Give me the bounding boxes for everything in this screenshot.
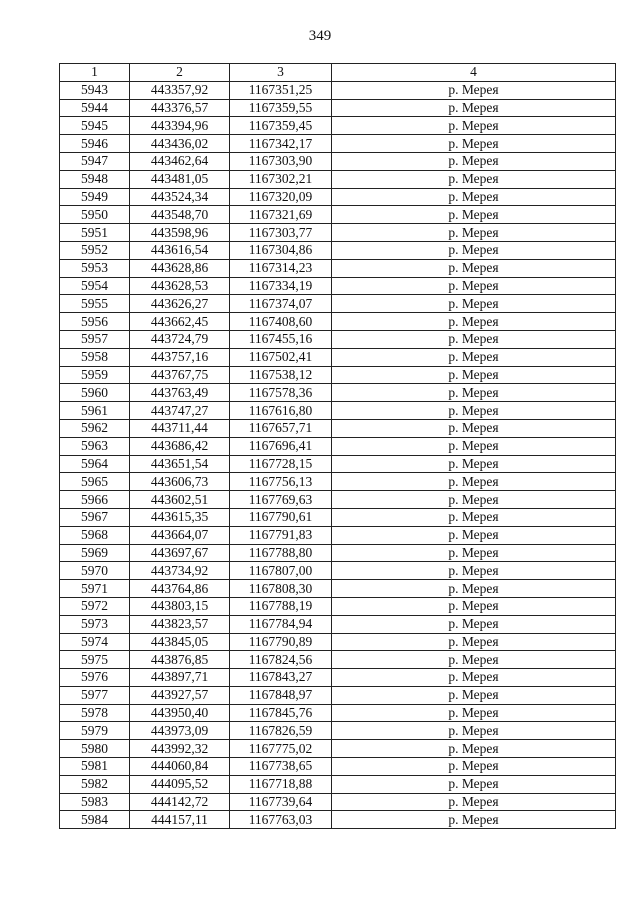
description-cell: р. Мерея — [332, 152, 616, 170]
x-coordinate-cell: 443664,07 — [130, 526, 230, 544]
table-row — [60, 135, 616, 153]
point-number-cell: 5958 — [60, 348, 130, 366]
description-cell: р. Мерея — [332, 419, 616, 437]
point-number-cell: 5972 — [60, 597, 130, 615]
table-row — [60, 562, 616, 580]
x-coordinate-cell: 443628,53 — [130, 277, 230, 295]
y-coordinate-cell: 1167775,02 — [230, 740, 332, 758]
y-coordinate-cell: 1167790,89 — [230, 633, 332, 651]
point-number-cell: 5961 — [60, 402, 130, 420]
description-cell: р. Мерея — [332, 633, 616, 651]
y-coordinate-cell: 1167320,09 — [230, 188, 332, 206]
point-number-cell: 5964 — [60, 455, 130, 473]
table-row — [60, 615, 616, 633]
point-number-cell: 5981 — [60, 758, 130, 776]
point-number-cell: 5983 — [60, 793, 130, 811]
table-row — [60, 651, 616, 669]
x-coordinate-cell: 443876,85 — [130, 651, 230, 669]
table-row — [60, 384, 616, 402]
table-row — [60, 597, 616, 615]
x-coordinate-cell: 443763,49 — [130, 384, 230, 402]
description-cell: р. Мерея — [332, 793, 616, 811]
description-cell: р. Мерея — [332, 686, 616, 704]
point-number-cell: 5946 — [60, 135, 130, 153]
description-cell: р. Мерея — [332, 206, 616, 224]
coordinates-table — [59, 63, 616, 829]
x-coordinate-cell: 443897,71 — [130, 669, 230, 687]
table-row — [60, 419, 616, 437]
table-row — [60, 241, 616, 259]
x-coordinate-cell: 444060,84 — [130, 758, 230, 776]
x-coordinate-cell: 443615,35 — [130, 508, 230, 526]
x-coordinate-cell: 443767,75 — [130, 366, 230, 384]
x-coordinate-cell: 443357,92 — [130, 81, 230, 99]
point-number-cell: 5976 — [60, 669, 130, 687]
description-cell: р. Мерея — [332, 277, 616, 295]
y-coordinate-cell: 1167314,23 — [230, 259, 332, 277]
y-coordinate-cell: 1167374,07 — [230, 295, 332, 313]
table-row — [60, 580, 616, 598]
y-coordinate-cell: 1167538,12 — [230, 366, 332, 384]
description-cell: р. Мерея — [332, 455, 616, 473]
table-row — [60, 473, 616, 491]
table-body — [60, 81, 616, 828]
table-row — [60, 686, 616, 704]
description-cell: р. Мерея — [332, 402, 616, 420]
y-coordinate-cell: 1167763,03 — [230, 811, 332, 829]
table-row — [60, 277, 616, 295]
point-number-cell: 5951 — [60, 224, 130, 242]
x-coordinate-cell: 444157,11 — [130, 811, 230, 829]
table-header-row — [60, 64, 616, 82]
y-coordinate-cell: 1167302,21 — [230, 170, 332, 188]
table-row — [60, 348, 616, 366]
y-coordinate-cell: 1167824,56 — [230, 651, 332, 669]
point-number-cell: 5960 — [60, 384, 130, 402]
table-row — [60, 704, 616, 722]
point-number-cell: 5950 — [60, 206, 130, 224]
table-row — [60, 758, 616, 776]
table-row — [60, 206, 616, 224]
y-coordinate-cell: 1167788,19 — [230, 597, 332, 615]
description-cell: р. Мерея — [332, 224, 616, 242]
y-coordinate-cell: 1167408,60 — [230, 313, 332, 331]
x-coordinate-cell: 443548,70 — [130, 206, 230, 224]
description-cell: р. Мерея — [332, 544, 616, 562]
column-header-1: 1 — [60, 64, 130, 82]
description-cell: р. Мерея — [332, 704, 616, 722]
y-coordinate-cell: 1167784,94 — [230, 615, 332, 633]
point-number-cell: 5945 — [60, 117, 130, 135]
point-number-cell: 5947 — [60, 152, 130, 170]
y-coordinate-cell: 1167578,36 — [230, 384, 332, 402]
y-coordinate-cell: 1167845,76 — [230, 704, 332, 722]
x-coordinate-cell: 443845,05 — [130, 633, 230, 651]
description-cell: р. Мерея — [332, 491, 616, 509]
x-coordinate-cell: 443626,27 — [130, 295, 230, 313]
description-cell: р. Мерея — [332, 562, 616, 580]
description-cell: р. Мерея — [332, 99, 616, 117]
description-cell: р. Мерея — [332, 722, 616, 740]
table-row — [60, 330, 616, 348]
description-cell: р. Мерея — [332, 740, 616, 758]
y-coordinate-cell: 1167455,16 — [230, 330, 332, 348]
y-coordinate-cell: 1167807,00 — [230, 562, 332, 580]
x-coordinate-cell: 443376,57 — [130, 99, 230, 117]
x-coordinate-cell: 443524,34 — [130, 188, 230, 206]
y-coordinate-cell: 1167848,97 — [230, 686, 332, 704]
point-number-cell: 5968 — [60, 526, 130, 544]
x-coordinate-cell: 443481,05 — [130, 170, 230, 188]
point-number-cell: 5962 — [60, 419, 130, 437]
description-cell: р. Мерея — [332, 170, 616, 188]
description-cell: р. Мерея — [332, 366, 616, 384]
x-coordinate-cell: 443823,57 — [130, 615, 230, 633]
table-row — [60, 455, 616, 473]
point-number-cell: 5966 — [60, 491, 130, 509]
table-row — [60, 188, 616, 206]
y-coordinate-cell: 1167756,13 — [230, 473, 332, 491]
description-cell: р. Мерея — [332, 508, 616, 526]
y-coordinate-cell: 1167790,61 — [230, 508, 332, 526]
point-number-cell: 5971 — [60, 580, 130, 598]
point-number-cell: 5956 — [60, 313, 130, 331]
point-number-cell: 5959 — [60, 366, 130, 384]
description-cell: р. Мерея — [332, 313, 616, 331]
x-coordinate-cell: 443724,79 — [130, 330, 230, 348]
table-row — [60, 437, 616, 455]
x-coordinate-cell: 443462,64 — [130, 152, 230, 170]
table-row — [60, 740, 616, 758]
description-cell: р. Мерея — [332, 259, 616, 277]
description-cell: р. Мерея — [332, 384, 616, 402]
table-row — [60, 99, 616, 117]
y-coordinate-cell: 1167738,65 — [230, 758, 332, 776]
description-cell: р. Мерея — [332, 811, 616, 829]
x-coordinate-cell: 443686,42 — [130, 437, 230, 455]
table-row — [60, 224, 616, 242]
y-coordinate-cell: 1167351,25 — [230, 81, 332, 99]
description-cell: р. Мерея — [332, 135, 616, 153]
y-coordinate-cell: 1167342,17 — [230, 135, 332, 153]
x-coordinate-cell: 443616,54 — [130, 241, 230, 259]
point-number-cell: 5948 — [60, 170, 130, 188]
y-coordinate-cell: 1167808,30 — [230, 580, 332, 598]
description-cell: р. Мерея — [332, 775, 616, 793]
x-coordinate-cell: 443662,45 — [130, 313, 230, 331]
x-coordinate-cell: 444095,52 — [130, 775, 230, 793]
description-cell: р. Мерея — [332, 330, 616, 348]
x-coordinate-cell: 443950,40 — [130, 704, 230, 722]
point-number-cell: 5952 — [60, 241, 130, 259]
point-number-cell: 5954 — [60, 277, 130, 295]
y-coordinate-cell: 1167303,90 — [230, 152, 332, 170]
table-row — [60, 793, 616, 811]
table-row — [60, 633, 616, 651]
description-cell: р. Мерея — [332, 615, 616, 633]
table-row — [60, 491, 616, 509]
table-row — [60, 313, 616, 331]
x-coordinate-cell: 443602,51 — [130, 491, 230, 509]
point-number-cell: 5963 — [60, 437, 130, 455]
point-number-cell: 5975 — [60, 651, 130, 669]
y-coordinate-cell: 1167616,80 — [230, 402, 332, 420]
point-number-cell: 5944 — [60, 99, 130, 117]
table-row — [60, 402, 616, 420]
table-row — [60, 259, 616, 277]
point-number-cell: 5979 — [60, 722, 130, 740]
point-number-cell: 5980 — [60, 740, 130, 758]
y-coordinate-cell: 1167657,71 — [230, 419, 332, 437]
table-row — [60, 526, 616, 544]
x-coordinate-cell: 443764,86 — [130, 580, 230, 598]
table-row — [60, 508, 616, 526]
point-number-cell: 5953 — [60, 259, 130, 277]
description-cell: р. Мерея — [332, 473, 616, 491]
y-coordinate-cell: 1167788,80 — [230, 544, 332, 562]
description-cell: р. Мерея — [332, 669, 616, 687]
x-coordinate-cell: 443803,15 — [130, 597, 230, 615]
description-cell: р. Мерея — [332, 580, 616, 598]
y-coordinate-cell: 1167843,27 — [230, 669, 332, 687]
x-coordinate-cell: 443973,09 — [130, 722, 230, 740]
column-header-4: 4 — [332, 64, 616, 82]
description-cell: р. Мерея — [332, 188, 616, 206]
table-row — [60, 117, 616, 135]
description-cell: р. Мерея — [332, 117, 616, 135]
point-number-cell: 5957 — [60, 330, 130, 348]
y-coordinate-cell: 1167826,59 — [230, 722, 332, 740]
x-coordinate-cell: 443711,44 — [130, 419, 230, 437]
x-coordinate-cell: 443992,32 — [130, 740, 230, 758]
description-cell: р. Мерея — [332, 651, 616, 669]
x-coordinate-cell: 443757,16 — [130, 348, 230, 366]
table-row — [60, 775, 616, 793]
y-coordinate-cell: 1167502,41 — [230, 348, 332, 366]
table-row — [60, 722, 616, 740]
y-coordinate-cell: 1167791,83 — [230, 526, 332, 544]
y-coordinate-cell: 1167769,63 — [230, 491, 332, 509]
x-coordinate-cell: 443606,73 — [130, 473, 230, 491]
point-number-cell: 5969 — [60, 544, 130, 562]
x-coordinate-cell: 444142,72 — [130, 793, 230, 811]
y-coordinate-cell: 1167303,77 — [230, 224, 332, 242]
description-cell: р. Мерея — [332, 526, 616, 544]
point-number-cell: 5967 — [60, 508, 130, 526]
point-number-cell: 5949 — [60, 188, 130, 206]
y-coordinate-cell: 1167739,64 — [230, 793, 332, 811]
y-coordinate-cell: 1167304,86 — [230, 241, 332, 259]
point-number-cell: 5984 — [60, 811, 130, 829]
point-number-cell: 5982 — [60, 775, 130, 793]
table-row — [60, 811, 616, 829]
point-number-cell: 5974 — [60, 633, 130, 651]
point-number-cell: 5973 — [60, 615, 130, 633]
table-row — [60, 366, 616, 384]
y-coordinate-cell: 1167359,45 — [230, 117, 332, 135]
column-header-3: 3 — [230, 64, 332, 82]
x-coordinate-cell: 443747,27 — [130, 402, 230, 420]
table-row — [60, 295, 616, 313]
table-row — [60, 669, 616, 687]
description-cell: р. Мерея — [332, 758, 616, 776]
description-cell: р. Мерея — [332, 597, 616, 615]
y-coordinate-cell: 1167696,41 — [230, 437, 332, 455]
x-coordinate-cell: 443697,67 — [130, 544, 230, 562]
y-coordinate-cell: 1167718,88 — [230, 775, 332, 793]
table-row — [60, 81, 616, 99]
table-row — [60, 152, 616, 170]
description-cell: р. Мерея — [332, 81, 616, 99]
x-coordinate-cell: 443651,54 — [130, 455, 230, 473]
description-cell: р. Мерея — [332, 295, 616, 313]
x-coordinate-cell: 443598,96 — [130, 224, 230, 242]
y-coordinate-cell: 1167334,19 — [230, 277, 332, 295]
x-coordinate-cell: 443436,02 — [130, 135, 230, 153]
x-coordinate-cell: 443394,96 — [130, 117, 230, 135]
x-coordinate-cell: 443734,92 — [130, 562, 230, 580]
x-coordinate-cell: 443927,57 — [130, 686, 230, 704]
point-number-cell: 5970 — [60, 562, 130, 580]
y-coordinate-cell: 1167321,69 — [230, 206, 332, 224]
point-number-cell: 5943 — [60, 81, 130, 99]
description-cell: р. Мерея — [332, 437, 616, 455]
point-number-cell: 5955 — [60, 295, 130, 313]
y-coordinate-cell: 1167359,55 — [230, 99, 332, 117]
description-cell: р. Мерея — [332, 241, 616, 259]
point-number-cell: 5977 — [60, 686, 130, 704]
table-row — [60, 170, 616, 188]
point-number-cell: 5978 — [60, 704, 130, 722]
x-coordinate-cell: 443628,86 — [130, 259, 230, 277]
table-row — [60, 544, 616, 562]
point-number-cell: 5965 — [60, 473, 130, 491]
description-cell: р. Мерея — [332, 348, 616, 366]
column-header-2: 2 — [130, 64, 230, 82]
page-number: 349 — [308, 28, 332, 44]
y-coordinate-cell: 1167728,15 — [230, 455, 332, 473]
